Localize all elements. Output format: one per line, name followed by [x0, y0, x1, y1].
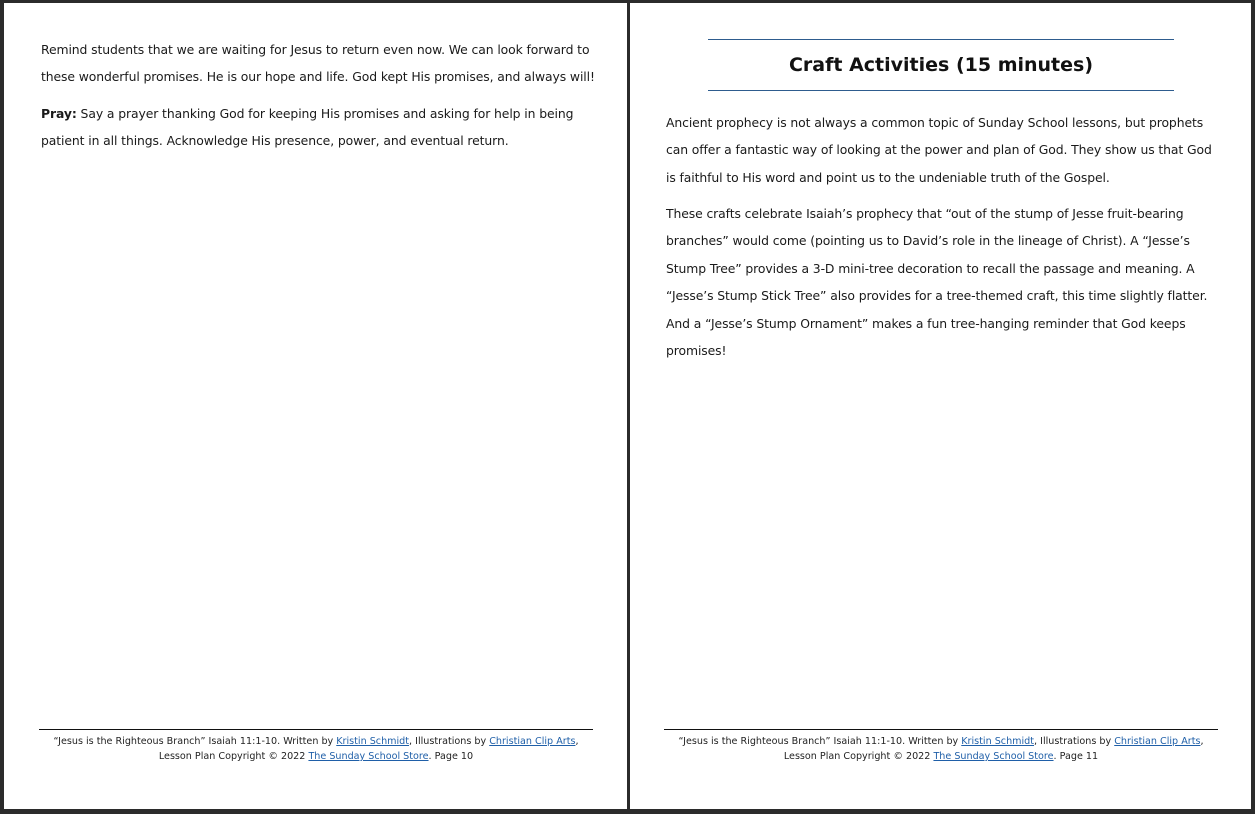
footer-divider — [39, 729, 593, 730]
author-link[interactable]: Kristin Schmidt — [961, 736, 1035, 747]
paragraph-pray — [41, 100, 601, 155]
paragraph-prophecy: Ancient prophecy is not always a common topic of Sunday School lessons, but prophets can offer a fantastic way of looking at the power and plan of God. They show us that God is faithful to His word and point us to the undeniable truth of the Gospel. — [666, 115, 1212, 185]
page-number: . Page 11 — [1053, 751, 1099, 762]
footer-text: , — [1200, 736, 1204, 747]
footer-text: Lesson Plan Copyright © 2022 — [783, 751, 934, 762]
footer-text: “Jesus is the Righteous Branch” Isaiah 11:1-10. Written by — [678, 736, 962, 747]
page-11 — [630, 3, 1251, 809]
page-footer — [39, 729, 593, 764]
pray-label: Pray: — [41, 106, 77, 121]
page-footer — [664, 729, 1218, 764]
section-heading: Craft Activities (15 minutes) — [788, 54, 1094, 76]
footer-text: “Jesus is the Righteous Branch” Isaiah 11:1-10. Written by — [53, 736, 337, 747]
footer-text: Lesson Plan Copyright © 2022 — [158, 751, 309, 762]
store-link[interactable]: The Sunday School Store — [933, 751, 1054, 762]
store-link[interactable]: The Sunday School Store — [308, 751, 429, 762]
footer-line-2 — [664, 749, 1218, 764]
footer-line-1 — [39, 734, 593, 749]
pray-text: Say a prayer thanking God for keeping His promises and asking for help in being patient in all things. Acknowledge His presence, power, and eventual return. — [41, 106, 574, 149]
author-link[interactable]: Kristin Schmidt — [336, 736, 410, 747]
page-number: . Page 10 — [428, 751, 474, 762]
heading-bottom-rule — [708, 90, 1174, 91]
footer-divider — [664, 729, 1218, 730]
section-heading-block — [708, 39, 1174, 91]
paragraph-crafts: These crafts celebrate Isaiah’s prophecy that “out of the stump of Jesse fruit-bearing branches” would come (pointing us to David’s role in the lineage of Christ). A “Jesse’s Stump Tree” provides a 3-D mini-tree decoration to recall the passage and meaning. A “Jesse’s Stump Stick Tree” also provides for a tree-themed craft, this time slightly flatter. And a “Jesse’s Stump Ornament” makes a fun tree-hanging reminder that God keeps promises! — [666, 206, 1208, 359]
paragraph-reminder: Remind students that we are waiting for Jesus to return even now. We can look forward to these wonderful promises. He is our hope and life. God kept His promises, and always will! — [41, 42, 595, 85]
footer-line-2 — [39, 749, 593, 764]
footer-text: , — [575, 736, 579, 747]
footer-text: , Illustrations by — [1034, 736, 1115, 747]
illustrator-link[interactable]: Christian Clip Arts — [1114, 736, 1201, 747]
footer-line-1 — [664, 734, 1218, 749]
illustrator-link[interactable]: Christian Clip Arts — [489, 736, 576, 747]
page-10 — [4, 3, 627, 809]
footer-text: , Illustrations by — [409, 736, 490, 747]
